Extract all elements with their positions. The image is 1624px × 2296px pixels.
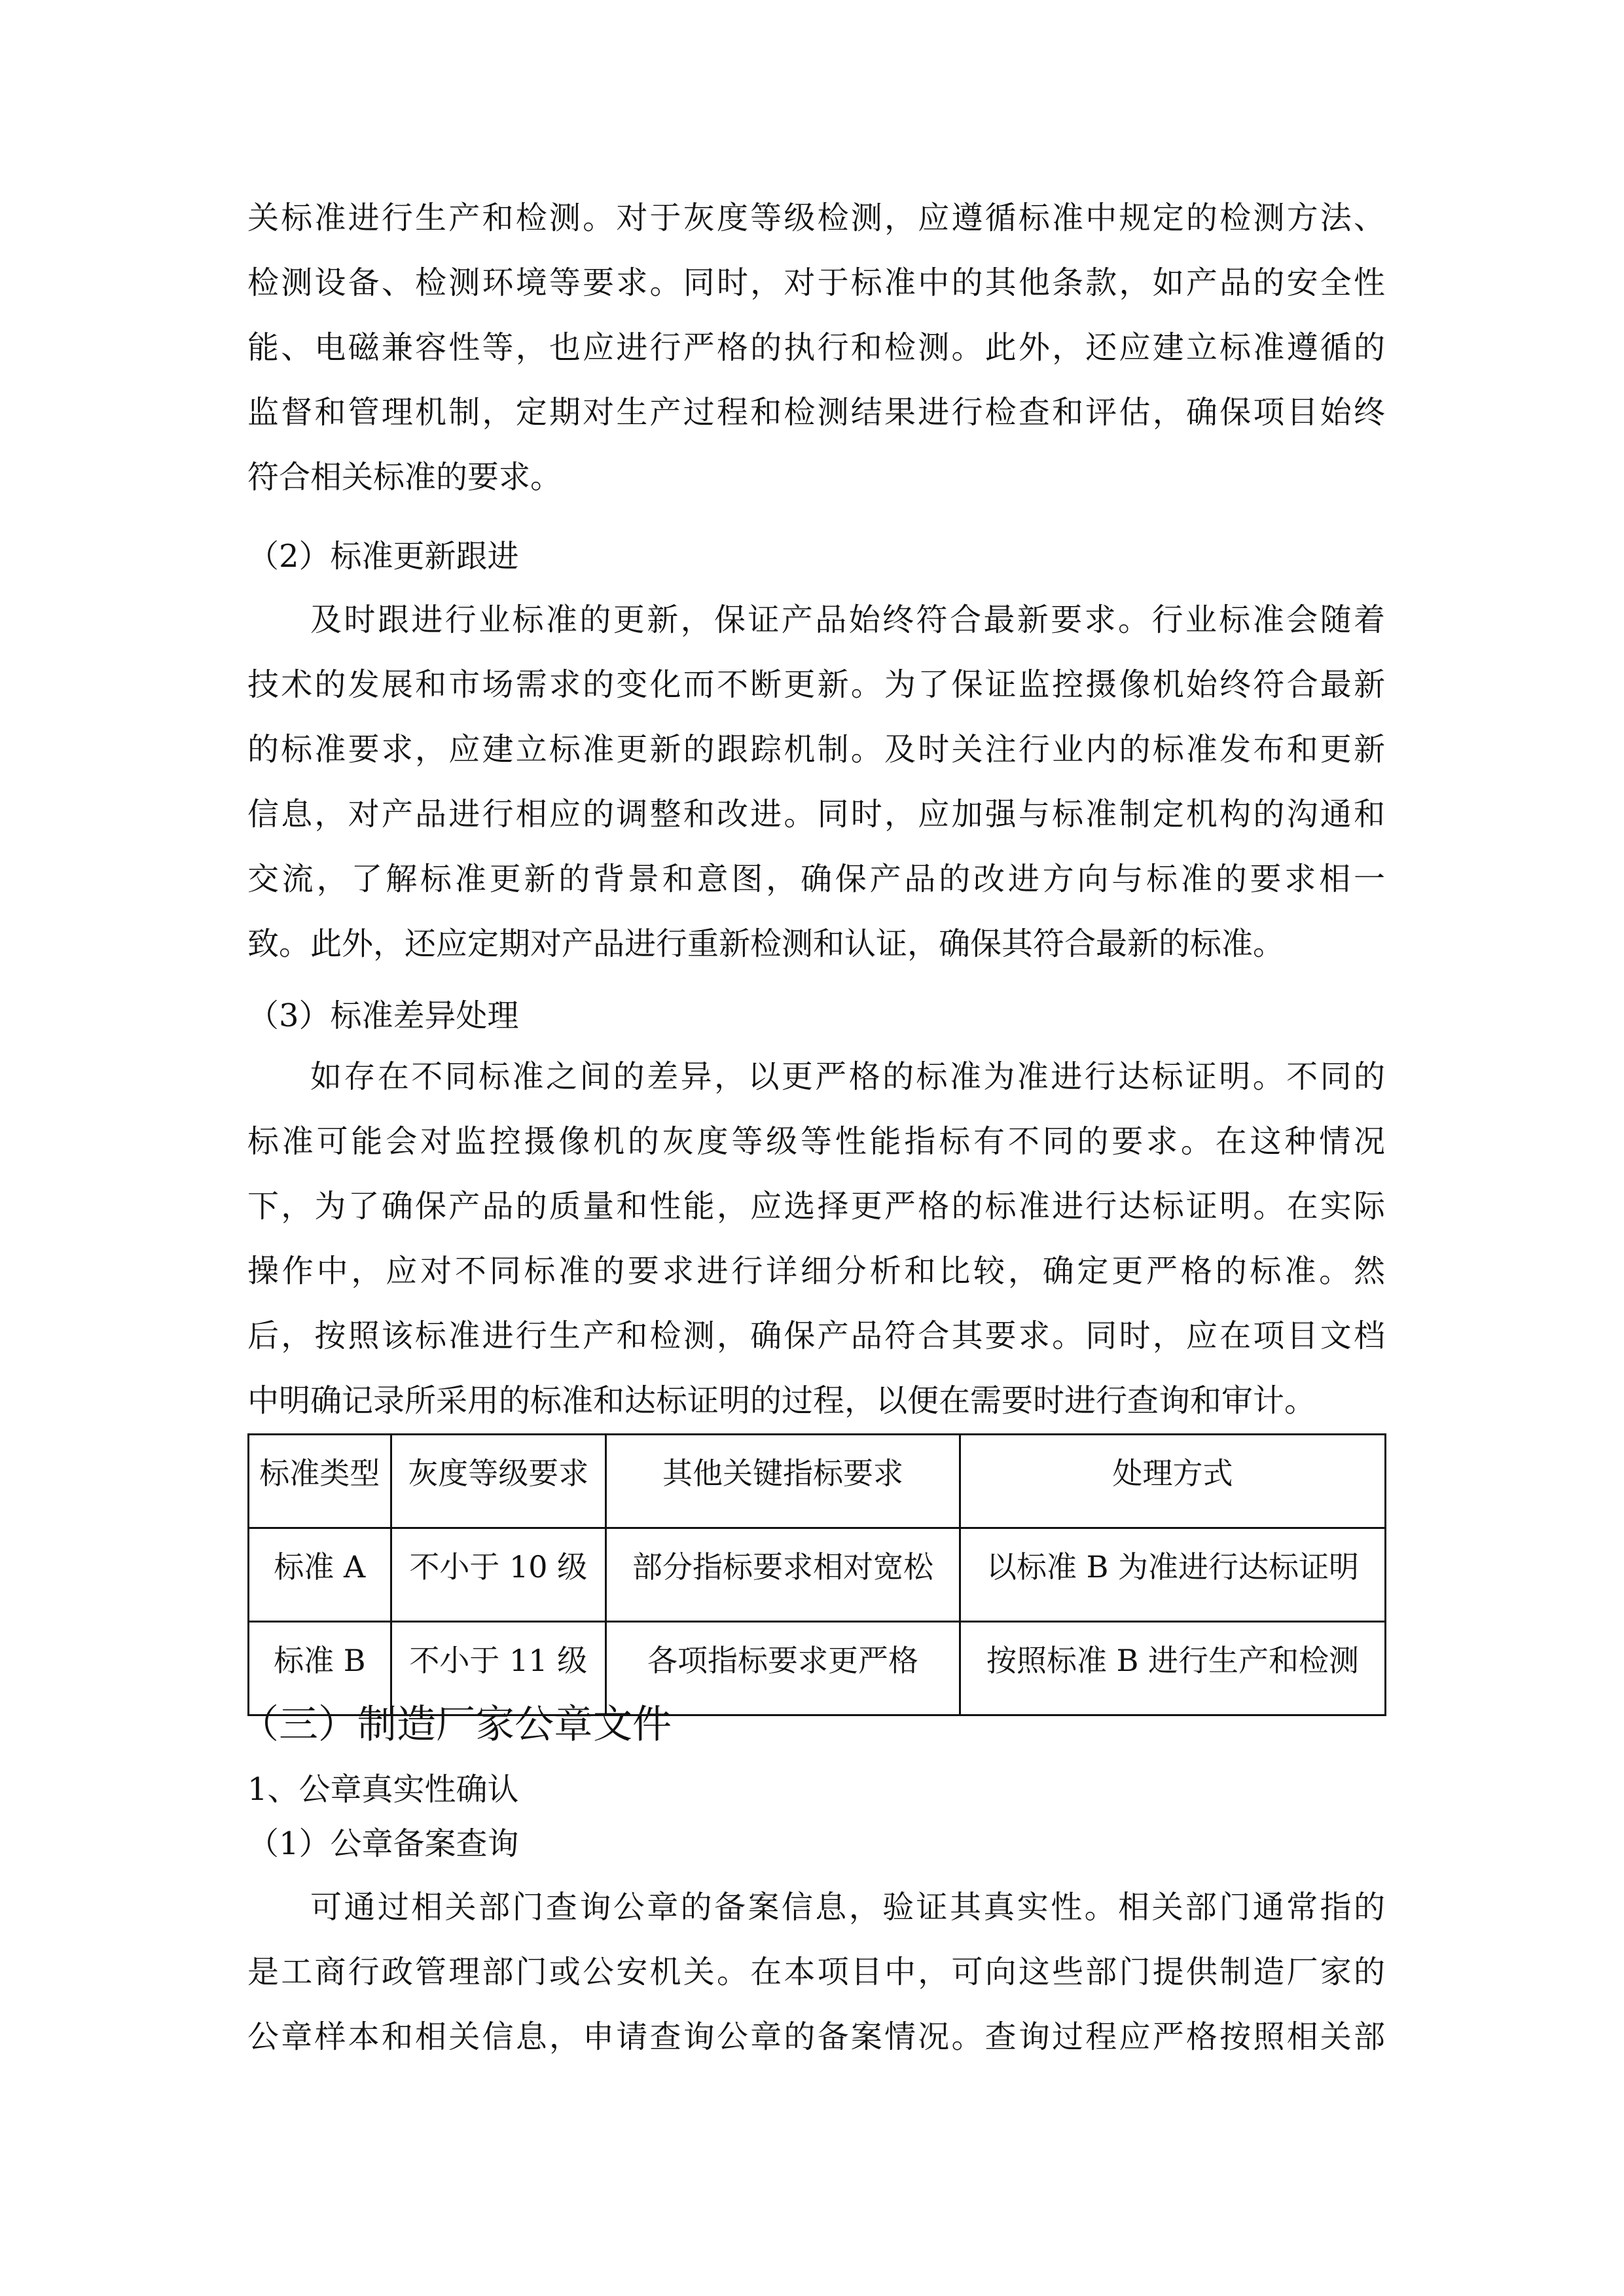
- text-line: 是工商行政管理部门或公安机关。在本项目中，可向这些部门提供制造厂家的: [247, 1954, 1385, 1990]
- text-line: 交流，了解标准更新的背景和意图，确保产品的改进方向与标准的要求相一: [247, 861, 1385, 897]
- text-line: 及时跟进行业标准的更新，保证产品始终符合最新要求。行业标准会随着: [310, 601, 1385, 638]
- heading-standard-update: （2）标准更新跟进: [247, 538, 519, 575]
- text-line: 可通过相关部门查询公章的备案信息，验证其真实性。相关部门通常指的: [310, 1889, 1385, 1926]
- text-line: 如存在不同标准之间的差异，以更严格的标准为准进行达标证明。不同的: [310, 1058, 1385, 1095]
- heading-seal-registration: （1）公章备案查询: [247, 1825, 519, 1862]
- text-line: 关标准进行生产和检测。对于灰度等级检测，应遵循标准中规定的检测方法、: [247, 200, 1385, 236]
- subsection-heading: 1、公章真实性确认: [247, 1771, 519, 1808]
- table-header-row: [249, 1435, 1386, 1528]
- table-cell: 按照标准 B 进行生产和检测: [960, 1622, 1385, 1715]
- text-line: 中明确记录所采用的标准和达标证明的过程，以便在需要时进行查询和审计。: [247, 1382, 1316, 1419]
- paragraph-2: [247, 588, 1385, 977]
- paragraph-3: [247, 1045, 1385, 1433]
- text-line: 下，为了确保产品的质量和性能，应选择更严格的标准进行达标证明。在实际: [247, 1188, 1385, 1225]
- text-line: 公章样本和相关信息，申请查询公章的备案情况。查询过程应严格按照相关部: [247, 2018, 1385, 2055]
- table-cell: 以标准 B 为准进行达标证明: [960, 1528, 1385, 1622]
- table-header-cell: 其他关键指标要求: [605, 1435, 960, 1528]
- table-cell: 部分指标要求相对宽松: [605, 1528, 960, 1622]
- text-line: 后，按照该标准进行生产和检测，确保产品符合其要求。同时，应在项目文档: [247, 1318, 1385, 1354]
- text-line: 信息，对产品进行相应的调整和改进。同时，应加强与标准制定机构的沟通和: [247, 796, 1385, 833]
- standards-table: [247, 1433, 1386, 1716]
- text-line: 技术的发展和市场需求的变化而不断更新。为了保证监控摄像机始终符合最新: [247, 666, 1385, 703]
- text-line: 标准可能会对监控摄像机的灰度等级等性能指标有不同的要求。在这种情况: [247, 1123, 1385, 1160]
- section-heading: （三）制造厂家公章文件: [240, 1702, 672, 1748]
- table-cell: 标准 B: [249, 1622, 391, 1715]
- paragraph-1: [247, 186, 1385, 510]
- table-row: [249, 1528, 1386, 1622]
- table-header-cell: 灰度等级要求: [391, 1435, 605, 1528]
- text-line: 符合相关标准的要求。: [247, 459, 562, 495]
- table-cell: 不小于 10 级: [391, 1528, 605, 1622]
- table-header-cell: 标准类型: [249, 1435, 391, 1528]
- text-line: 操作中，应对不同标准的要求进行详细分析和比较，确定更严格的标准。然: [247, 1253, 1385, 1289]
- text-line: 致。此外，还应定期对产品进行重新检测和认证，确保其符合最新的标准。: [247, 925, 1285, 962]
- text-line: 监督和管理机制，定期对生产过程和检测结果进行检查和评估，确保项目始终: [247, 394, 1385, 431]
- text-line: 能、电磁兼容性等，也应进行严格的执行和检测。此外，还应建立标准遵循的: [247, 329, 1385, 366]
- table-header-cell: 处理方式: [960, 1435, 1385, 1528]
- table-cell: 不小于 11 级: [391, 1622, 605, 1715]
- text-line: 检测设备、检测环境等要求。同时，对于标准中的其他条款，如产品的安全性: [247, 264, 1385, 301]
- table-cell: 标准 A: [249, 1528, 391, 1622]
- text-line: 的标准要求，应建立标准更新的跟踪机制。及时关注行业内的标准发布和更新: [247, 731, 1385, 768]
- table-cell: 各项指标要求更严格: [605, 1622, 960, 1715]
- heading-standard-difference: （3）标准差异处理: [247, 997, 519, 1034]
- paragraph-4: [247, 1875, 1385, 2070]
